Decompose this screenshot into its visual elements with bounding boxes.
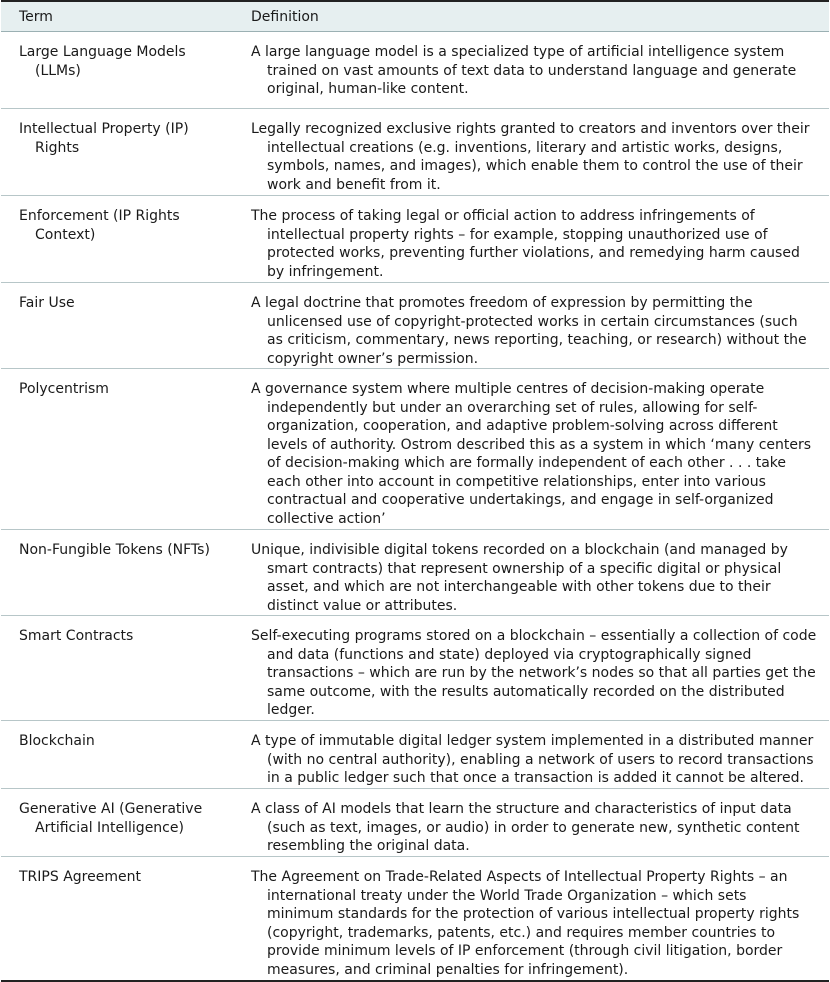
table-row bbox=[1, 109, 829, 196]
header-term: Term bbox=[19, 8, 53, 25]
term-cell: Non-Fungible Tokens (NFTs) bbox=[19, 542, 210, 558]
definition-cell: A governance system where multiple centres of decision-making operate independently but under an overarching set of rules, allowing for self-organization, cooperation, and adaptive problem-solving across different levels of authority. Ostrom described this as a system in which ‘many centers of decision-making which are formally independent of each other . . . take each other into account in competitive relationships, enter into various contractual and cooperative undertakings, and engage in self-organized collective action’ bbox=[251, 381, 812, 527]
definition-cell: A type of immutable digital ledger system implemented in a distributed manner (with no central authority), enabling a network of users to record transactions in a public ledger such that once a transaction is added it cannot be altered. bbox=[251, 733, 814, 786]
term-cell: Smart Contracts bbox=[19, 628, 134, 644]
table-row bbox=[1, 283, 829, 369]
glossary-table bbox=[1, 0, 829, 982]
term-cell: Fair Use bbox=[19, 295, 75, 311]
definition-cell: Unique, indivisible digital tokens recorded on a blockchain (and managed by smart contracts) that represent ownership of a specific digital or physical asset, and which are not interchangeable with other tokens due to their distinct value or attributes. bbox=[251, 542, 788, 614]
table-row bbox=[1, 616, 829, 721]
table-row bbox=[1, 857, 829, 980]
table-row bbox=[1, 196, 829, 283]
table-row bbox=[1, 32, 829, 109]
table-row bbox=[1, 789, 829, 857]
term-cell: Large Language Models (LLMs) bbox=[19, 44, 186, 79]
term-cell: Enforcement (IP Rights Context) bbox=[19, 208, 180, 243]
term-cell: TRIPS Agreement bbox=[19, 869, 141, 885]
table-row bbox=[1, 530, 829, 616]
term-cell: Polycentrism bbox=[19, 381, 109, 397]
table-header bbox=[1, 2, 829, 32]
header-definition: Definition bbox=[251, 8, 319, 25]
table-row bbox=[1, 721, 829, 789]
term-cell: Intellectual Property (IP) Rights bbox=[19, 121, 189, 156]
term-cell: Blockchain bbox=[19, 733, 95, 749]
definition-cell: A legal doctrine that promotes freedom of expression by permitting the unlicensed use of copyright-protected works in certain circumstances (such as criticism, commentary, news reporting, teaching, or research) without the copyright owner’s permission. bbox=[251, 295, 807, 367]
definition-cell: The process of taking legal or official action to address infringements of intellectual property rights – for example, stopping unauthorized use of protected works, preventing further violations, and remedying harm caused by infringement. bbox=[251, 208, 800, 280]
definition-cell: Self-executing programs stored on a blockchain – essentially a collection of code and data (functions and state) deployed via cryptographically signed transactions – which are run by the network’s nodes so that all parties get the same outcome, with the results automatically recorded on the distributed ledger. bbox=[251, 628, 817, 718]
table-row bbox=[1, 369, 829, 530]
definition-cell: The Agreement on Trade-Related Aspects of Intellectual Property Rights – an international treaty under the World Trade Organization – which sets minimum standards for the protection of various intellectual property rights (copyright, trademarks, patents, etc.) and requires member countries to provide minimum levels of IP enforcement (through civil litigation, border measures, and criminal penalties for infringement). bbox=[251, 869, 800, 978]
definition-cell: A large language model is a specialized type of artificial intelligence system trained on vast amounts of text data to understand language and generate original, human-like content. bbox=[251, 44, 797, 97]
term-cell: Generative AI (Generative Artificial Intelligence) bbox=[19, 801, 203, 836]
definition-cell: Legally recognized exclusive rights granted to creators and inventors over their intellectual creations (e.g. inventions, literary and artistic works, designs, symbols, names, and images), which enable them to control the use of their work and benefit from it. bbox=[251, 121, 810, 193]
definition-cell: A class of AI models that learn the structure and characteristics of input data (such as text, images, or audio) in order to generate new, synthetic content resembling the original data. bbox=[251, 801, 800, 854]
